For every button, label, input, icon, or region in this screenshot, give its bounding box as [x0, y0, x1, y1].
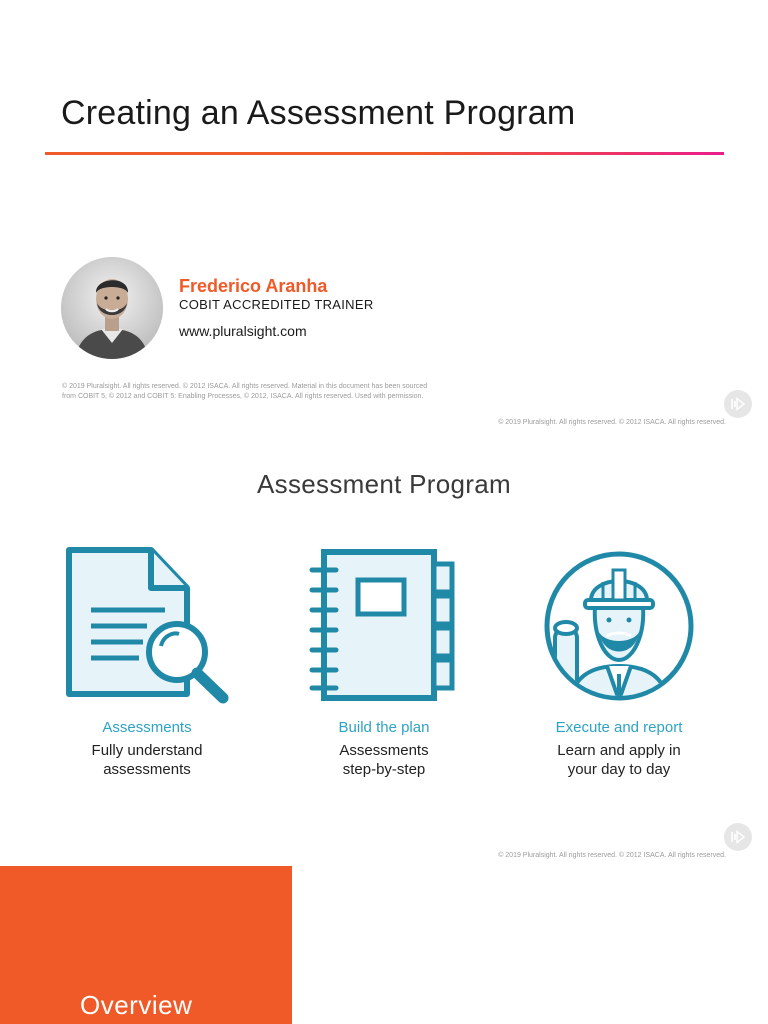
overview-title: Overview — [80, 990, 193, 1020]
step-label: Execute and report — [555, 719, 683, 736]
presenter-role: COBIT ACCREDITED TRAINER — [179, 297, 374, 312]
title-underline — [45, 152, 724, 155]
presenter-name: Frederico Aranha — [179, 276, 328, 296]
presenter-website[interactable]: www.pluralsight.com — [179, 323, 307, 339]
copyright-footer: © 2019 Pluralsight. All rights reserved. © 2012 ISACA. All rights reserved. — [498, 419, 726, 426]
presenter-avatar — [61, 257, 163, 359]
program-step-build-plan — [284, 540, 484, 779]
step-description: Assessments step-by-step — [339, 742, 429, 778]
copyright-line: © 2019 Pluralsight. All rights reserved. © 2012 ISACA. All rights reserved. Material in this document has been sourced — [62, 383, 428, 390]
copyright-notice — [62, 382, 502, 402]
program-step-assessments — [47, 540, 247, 779]
section-title: Assessment Program — [257, 469, 511, 499]
pluralsight-logo-icon — [724, 823, 752, 851]
notebook-icon — [284, 540, 484, 712]
copyright-footer: © 2019 Pluralsight. All rights reserved. © 2012 ISACA. All rights reserved. — [498, 852, 726, 859]
program-step-execute-report — [519, 540, 719, 779]
pluralsight-logo-icon — [724, 390, 752, 418]
copyright-line: from COBIT 5, © 2012 and COBIT 5: Enabling Processes, © 2012, ISACA. All rights reserved. Used with permission. — [62, 393, 424, 400]
step-label: Assessments — [102, 719, 192, 736]
overview-slide — [0, 866, 292, 1024]
step-description: Fully understand assessments — [91, 742, 203, 778]
slide-title: Creating an Assessment Program — [61, 94, 576, 132]
document-search-icon — [47, 540, 247, 712]
engineer-icon — [519, 540, 719, 712]
step-label: Build the plan — [338, 719, 430, 736]
step-description: Learn and apply in your day to day — [557, 742, 681, 778]
